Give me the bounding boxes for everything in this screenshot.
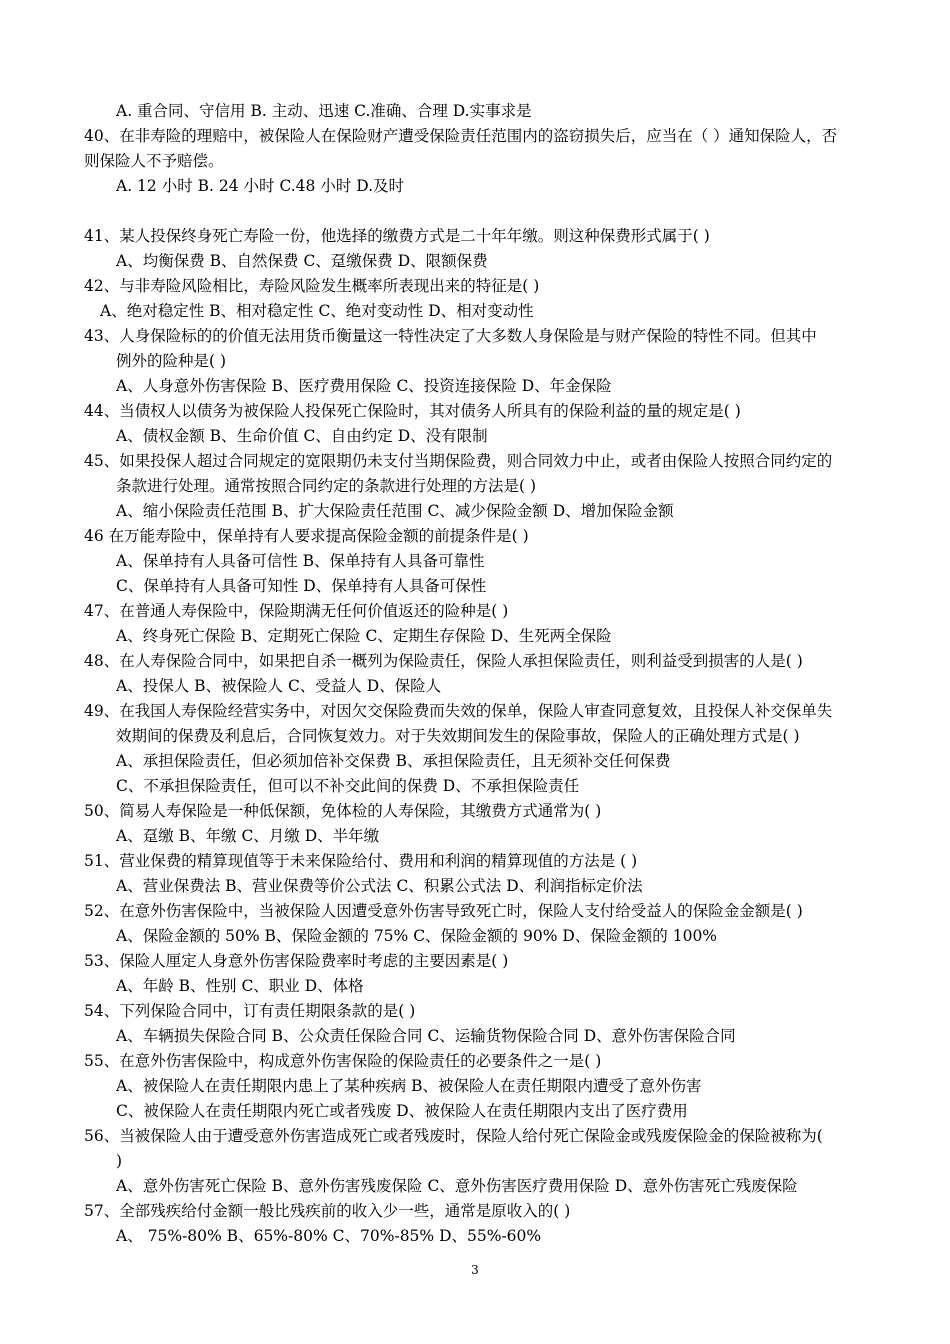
q48-stem: 48、在人寿保险合同中，如果把自杀一概列为保险责任，保险人承担保险责任，则利益受到损害的人是( ) bbox=[84, 652, 803, 670]
q41-stem: 41、某人投保终身死亡寿险一份，他选择的缴费方式是二十年年缴。则这种保费形式属于( ) bbox=[84, 227, 710, 245]
q48-options: A、投保人 B、被保险人 C、受益人 D、保险人 bbox=[116, 677, 442, 695]
q53-stem: 53、保险人厘定人身意外伤害保险费率时考虑的主要因素是( ) bbox=[84, 952, 509, 970]
q44-options: A、债权金额 B、生命价值 C、自由约定 D、没有限制 bbox=[116, 427, 488, 445]
q40-stem-cont: 则保险人不予赔偿。 bbox=[84, 152, 224, 170]
q45-stem-cont: 条款进行处理。通常按照合同约定的条款进行处理的方法是( ) bbox=[116, 477, 537, 495]
q50-stem: 50、简易人寿保险是一种低保额，免体检的人寿保险，其缴费方式通常为( ) bbox=[84, 802, 602, 820]
q43-stem-cont: 例外的险种是( ) bbox=[116, 352, 227, 370]
q42-stem: 42、与非寿险风险相比，寿险风险发生概率所表现出来的特征是( ) bbox=[84, 277, 540, 295]
q52-options: A、保险金额的 50% B、保险金额的 75% C、保险金额的 90% D、保险金额的 100% bbox=[116, 927, 718, 945]
q55-stem: 55、在意外伤害保险中，构成意外伤害保险的保险责任的必要条件之一是( ) bbox=[84, 1052, 602, 1070]
q54-options: A、车辆损失保险合同 B、公众责任保险合同 C、运输货物保险合同 D、意外伤害保险合同 bbox=[116, 1027, 736, 1045]
q55-options-ab: A、被保险人在责任期限内患上了某种疾病 B、被保险人在责任期限内遭受了意外伤害 bbox=[116, 1077, 702, 1095]
q56-stem-cont: ) bbox=[116, 1152, 123, 1170]
q47-options: A、终身死亡保险 B、定期死亡保险 C、定期生存保险 D、生死两全保险 bbox=[116, 627, 612, 645]
q56-options: A、意外伤害死亡保险 B、意外伤害残废保险 C、意外伤害医疗费用保险 D、意外伤害死亡残废保险 bbox=[116, 1177, 798, 1195]
q52-stem: 52、在意外伤害保险中，当被保险人因遭受意外伤害导致死亡时，保险人支付给受益人的保险金金额是( ) bbox=[84, 902, 803, 920]
q53-options: A、年龄 B、性别 C、职业 D、体格 bbox=[116, 977, 364, 995]
q45-options: A、缩小保险责任范围 B、扩大保险责任范围 C、减少保险金额 D、增加保险金额 bbox=[116, 502, 674, 520]
q49-options-ab: A、承担保险责任，但必须加倍补交保费 B、承担保险责任，且无须补交任何保费 bbox=[116, 752, 671, 770]
q49-stem: 49、在我国人寿保险经营实务中，对因欠交保险费而失效的保单，保险人审查同意复效，且投保人补交保单失 bbox=[84, 702, 833, 720]
q46-options-cd: C、保单持有人具备可知性 D、保单持有人具备可保性 bbox=[116, 577, 487, 595]
q44-stem: 44、当债权人以债务为被保险人投保死亡保险时，其对债务人所具有的保险利益的量的规定是( ) bbox=[84, 402, 741, 420]
q51-options: A、营业保费法 B、营业保费等价公式法 C、积累公式法 D、利润指标定价法 bbox=[116, 877, 643, 895]
q41-options: A、均衡保费 B、自然保费 C、趸缴保费 D、限额保费 bbox=[116, 252, 488, 270]
q50-options: A、趸缴 B、年缴 C、月缴 D、半年缴 bbox=[116, 827, 380, 845]
q40-options: A. 12 小时 B. 24 小时 C.48 小时 D.及时 bbox=[116, 177, 405, 195]
q56-stem: 56、当被保险人由于遭受意外伤害造成死亡或者残废时，保险人给付死亡保险金或残废保险金的保险被称为( bbox=[84, 1127, 823, 1145]
q40-stem: 40、在非寿险的理赔中，被保险人在保险财产遭受保险责任范围内的盗窃损失后，应当在（ ）通知保险人，否 bbox=[84, 127, 838, 145]
q45-stem: 45、如果投保人超过合同规定的宽限期仍未支付当期保险费，则合同效力中止，或者由保险人按照合同约定的 bbox=[84, 452, 833, 470]
q43-stem: 43、人身保险标的的价值无法用货币衡量这一特性决定了大多数人身保险是与财产保险的特性不同。但其中 bbox=[84, 327, 817, 345]
q43-options: A、人身意外伤害保险 B、医疗费用保险 C、投资连接保险 D、年金保险 bbox=[116, 377, 612, 395]
q47-stem: 47、在普通人寿保险中，保险期满无任何价值返还的险种是( ) bbox=[84, 602, 509, 620]
page-number: 3 bbox=[471, 1263, 479, 1277]
q49-options-cd: C、不承担保险责任，但可以不补交此间的保费 D、不承担保险责任 bbox=[116, 777, 580, 795]
q55-options-cd: C、被保险人在责任期限内死亡或者残废 D、被保险人在责任期限内支出了医疗费用 bbox=[116, 1102, 688, 1120]
q42-options: A、绝对稳定性 B、相对稳定性 C、绝对变动性 D、相对变动性 bbox=[100, 302, 534, 320]
q57-stem: 57、全部残疾给付金额一般比残疾前的收入少一些，通常是原收入的( ) bbox=[84, 1202, 571, 1220]
q46-options-ab: A、保单持有人具备可信性 B、保单持有人具备可靠性 bbox=[116, 552, 485, 570]
q49-stem-cont: 效期间的保费及利息后，合同恢复效力。对于失效期间发生的保险事故，保险人的正确处理方式是( ) bbox=[116, 727, 800, 745]
q51-stem: 51、营业保费的精算现值等于未来保险给付、费用和利润的精算现值的方法是 ( ) bbox=[84, 852, 638, 870]
q54-stem: 54、下列保险合同中，订有责任期限条款的是( ) bbox=[84, 1002, 416, 1020]
q57-options: A、 75%-80% B、65%-80% C、70%-85% D、55%-60% bbox=[116, 1227, 542, 1245]
q46-stem: 46 在万能寿险中，保单持有人要求提高保险金额的前提条件是( ) bbox=[84, 527, 529, 545]
q39-options: A. 重合同、守信用 B. 主动、迅速 C.准确、合理 D.实事求是 bbox=[116, 102, 532, 120]
